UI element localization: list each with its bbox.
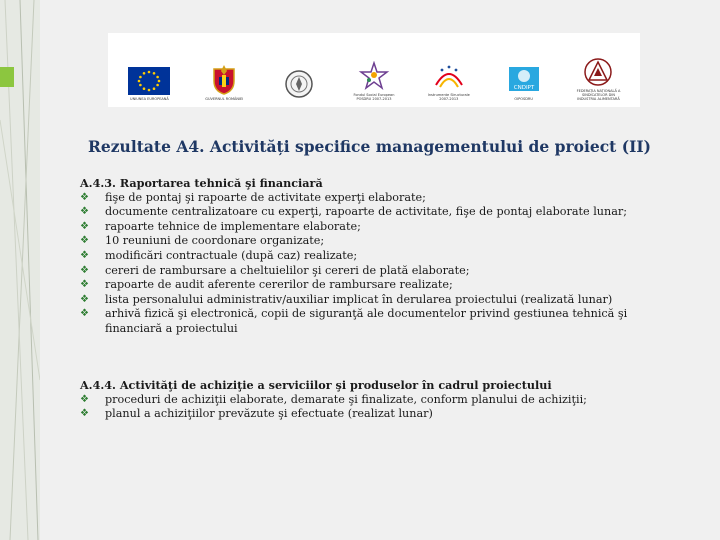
- list-item-text: cereri de rambursare a cheltuielilor şi cereri de plată elaborate;: [105, 263, 470, 277]
- diamond-bullet-icon: ❖: [80, 408, 89, 420]
- slide-title: Rezultate A4. Activități specifice managementului de proiect (II): [88, 137, 651, 156]
- fse-logo: Fondul Social European POSDRU 2007-2013: [344, 61, 404, 101]
- section-procurement: [80, 378, 680, 422]
- coat-of-arms-icon: [211, 63, 237, 95]
- list-item-text: arhivă fizică şi electronică, copii de siguranţă ale documentelor privind gestiunea tehnică şi financiară a proiectului: [105, 307, 628, 335]
- diamond-bullet-icon: ❖: [80, 235, 89, 247]
- diamond-bullet-icon: ❖: [80, 206, 89, 218]
- list-item-text: proceduri de achiziţii elaborate, demarate şi finalizate, conform planului de achiziţii;: [105, 392, 587, 406]
- list-item: [80, 220, 680, 235]
- cndipt-logo: CNDIPT OIPOSDRU: [494, 65, 554, 101]
- slide-marker: [0, 67, 14, 87]
- list-item: [80, 278, 680, 293]
- bullet-list: [80, 191, 680, 337]
- logo-bar: [108, 33, 640, 107]
- federation-emblem-icon: [583, 57, 613, 87]
- list-item-text: documente centralizatoare cu experţi, rapoarte de activitate, fişe de pontaj elaborate lunar;: [105, 205, 627, 219]
- list-item: [80, 293, 680, 308]
- diamond-bullet-icon: ❖: [80, 220, 89, 232]
- list-item: [80, 205, 680, 220]
- diamond-bullet-icon: ❖: [80, 191, 89, 203]
- diamond-bullet-icon: ❖: [80, 249, 89, 261]
- svg-text:CNDIPT: CNDIPT: [513, 85, 534, 91]
- list-item-text: fişe de pontaj şi rapoarte de activitate experţi elaborate;: [105, 190, 426, 204]
- section-reporting: [80, 176, 680, 337]
- list-item-text: modificări contractuale (după caz) realizate;: [105, 248, 358, 262]
- list-item-text: rapoarte de audit aferente cererilor de rambursare realizate;: [105, 278, 453, 292]
- instrumente-structurale-logo: Instrumente Structurale 2007-2013: [419, 61, 479, 101]
- list-item: [80, 307, 680, 336]
- diamond-bullet-icon: ❖: [80, 264, 89, 276]
- list-item: [80, 249, 680, 264]
- section-heading: A.4.3. Raportarea tehnică şi financiară: [80, 176, 323, 190]
- list-item-text: lista personalului administrativ/auxiliar implicat în derularea proiectului (realizată lunar): [105, 292, 613, 306]
- list-item-text: 10 reuniuni de coordonare organizate;: [105, 234, 325, 248]
- diamond-bullet-icon: ❖: [80, 279, 89, 291]
- list-item: [80, 191, 680, 206]
- eu-flag-icon: [128, 67, 170, 95]
- list-item: [80, 234, 680, 249]
- diamond-bullet-icon: ❖: [80, 308, 89, 320]
- ministry-seal-logo: [269, 69, 329, 101]
- diamond-bullet-icon: ❖: [80, 293, 89, 305]
- list-item-text: planul a achiziţiilor prevăzute şi efectuate (realizat lunar): [105, 407, 433, 421]
- seal-icon: [284, 69, 314, 99]
- stars-arc-icon: [432, 61, 466, 91]
- ro-government-logo: GUVERNUL ROMÂNIEI: [194, 63, 254, 101]
- list-item: [80, 264, 680, 279]
- eu-flag-logo: UNIUNEA EUROPEANĂ: [119, 67, 179, 101]
- diamond-bullet-icon: ❖: [80, 393, 89, 405]
- list-item: [80, 393, 680, 408]
- section-heading: A.4.4. Activităţi de achiziţie a serviciilor şi produselor în cadrul proiectului: [80, 378, 552, 392]
- bullet-list: [80, 393, 680, 422]
- list-item: [80, 407, 680, 422]
- list-item-text: rapoarte tehnice de implementare elaborate;: [105, 219, 361, 233]
- federation-logo: FEDERAȚIA NAȚIONALĂ A SINDICATELOR DIN INDUSTRIA ALIMENTARĂ: [568, 57, 628, 101]
- cndipt-icon: [507, 65, 541, 95]
- star-figure-icon: [358, 61, 390, 91]
